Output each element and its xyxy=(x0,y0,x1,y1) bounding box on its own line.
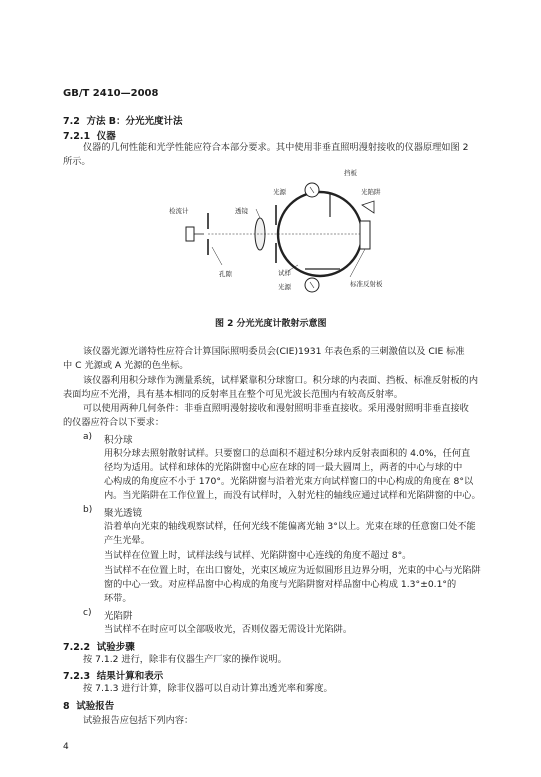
list-item-marker: c) xyxy=(83,608,92,618)
paragraph-line: 心构成的角度应不小于 170°。光陷阱窗与沿着光束方向试样窗口的中心构成的角度在 8°以 xyxy=(104,476,474,487)
section-number: 7.2.2 xyxy=(63,642,91,653)
figure-caption: 图 2 分光光度计散射示意图 xyxy=(215,319,327,329)
section-number: 8 xyxy=(63,701,70,712)
paragraph-line: 该仪器光源光谱特性应符合计算国际照明委员会(CIE)1931 年表色系的三刺激值以及 CIE 标准 xyxy=(83,346,465,357)
lens-label: 透镜 xyxy=(235,207,248,215)
section-number: 7.2 xyxy=(63,116,80,127)
section-8-heading xyxy=(63,698,114,712)
paragraph-line: 试验报告应包括下列内容： xyxy=(83,715,194,726)
paragraph-line: 可以使用两种几何条件：非垂直照明漫射接收和漫射照明非垂直接收。采用漫射照明非垂直接收 xyxy=(83,403,469,414)
section-number: 7.2.1 xyxy=(63,131,91,142)
standard-number: GB/T 2410—2008 xyxy=(63,88,159,99)
baffle-label: 挡板 xyxy=(344,169,357,177)
section-title: 方法 B：分光光度计法 xyxy=(86,116,183,127)
section-7-2-heading xyxy=(63,113,183,127)
light-trap xyxy=(362,201,374,213)
section-title: 结果计算和表示 xyxy=(96,671,164,682)
paragraph-line: 按 7.1.2 进行，除非有仪器生产厂家的操作说明。 xyxy=(83,654,287,665)
specimen-label: 试样 xyxy=(278,269,291,277)
paragraph-line: 产生光晕。 xyxy=(104,535,150,546)
section-title: 试验步骤 xyxy=(96,642,135,653)
paragraph-line: 该仪器利用积分球作为测量系统，试样紧靠积分球窗口。积分球的内表面、挡板、标准反射板的内 xyxy=(83,375,479,386)
paragraph-line: 用积分球去照射散射试样。只要窗口的总面积不超过积分球内反射表面积的 4.0%，任何直 xyxy=(104,448,471,459)
paragraph-line: 的仪器应符合以下要求： xyxy=(63,417,165,428)
light-trap-label: 光陷阱 xyxy=(361,188,381,196)
section-number: 7.2.3 xyxy=(63,671,91,682)
list-item-title: 光陷阱 xyxy=(104,611,133,622)
paragraph-line: 按 7.1.3 进行计算，除非仪器可以自动计算出透光率和雾度。 xyxy=(83,683,333,694)
section-7-2-1-heading xyxy=(63,128,116,142)
paragraph-line: 内。当光陷阱在工作位置上，而没有试样时，入射光柱的轴线应通过试样和光陷阱窗的中心。 xyxy=(104,490,481,501)
aperture-label: 孔隙 xyxy=(219,270,232,278)
reference-plate xyxy=(360,221,370,249)
paragraph-line: 当试样不在时应可以全部吸收光，否则仪器无需设计光陷阱。 xyxy=(104,624,353,635)
paragraph-line: 当试样不在位置上时，在出口窗处，光束区域应为近似圆形且边界分明，光束的中心与光陷阱 xyxy=(104,565,481,576)
section-7-2-3-heading xyxy=(63,668,163,682)
list-item-marker: a) xyxy=(83,432,93,442)
page-number: 4 xyxy=(63,742,69,752)
detector-label: 检流计 xyxy=(169,207,189,215)
aperture-leader xyxy=(212,247,222,265)
paragraph-line: 仪器的几何性能和光学性能应符合本部分要求。其中使用非垂直照明漫射接收的仪器原理如图 2 xyxy=(83,142,469,153)
section-title: 试验报告 xyxy=(76,701,115,712)
paragraph-line: 沿着单向光束的轴线观察试样，任何光线不能偏离光轴 3°以上。光束在球的任意窗口处不能 xyxy=(104,521,476,532)
section-7-2-2-heading xyxy=(63,639,135,653)
paragraph-line: 环带。 xyxy=(104,593,132,604)
list-item-title: 积分球 xyxy=(104,435,133,446)
list-item-title: 聚光透镜 xyxy=(104,508,143,519)
list-item-marker: b) xyxy=(83,505,93,515)
paragraph-line: 所示。 xyxy=(63,156,91,167)
lens-leader xyxy=(256,209,260,218)
section-title: 仪器 xyxy=(96,131,116,142)
reference-plate-label: 标准反射板 xyxy=(350,280,383,288)
paragraph-line: 径均为适用。试样和球体的光陷阱窗中心应在球的同一最大圆周上，两者的中心与球的中 xyxy=(104,462,463,473)
paragraph-line: 中 C 光源或 A 光源的色坐标。 xyxy=(63,360,189,371)
lens-shape xyxy=(255,218,265,250)
paragraph-line: 窗的中心一致。对应样品窗中心构成的角度与光陷阱窗对样品窗中心构成 1.3°±0.1°的 xyxy=(104,579,457,590)
paragraph-line: 表面均应不光滑，具有基本相同的反射率且在整个可见光波长范围内有较高反射率。 xyxy=(63,389,403,400)
light-source-label: 光源 xyxy=(278,283,291,291)
light-source-label: 光源 xyxy=(273,188,286,196)
detector-box xyxy=(186,227,194,241)
paragraph-line: 当试样在位置上时，试样法线与试样、光陷阱窗中心连线的角度不超过 8°。 xyxy=(104,550,412,561)
